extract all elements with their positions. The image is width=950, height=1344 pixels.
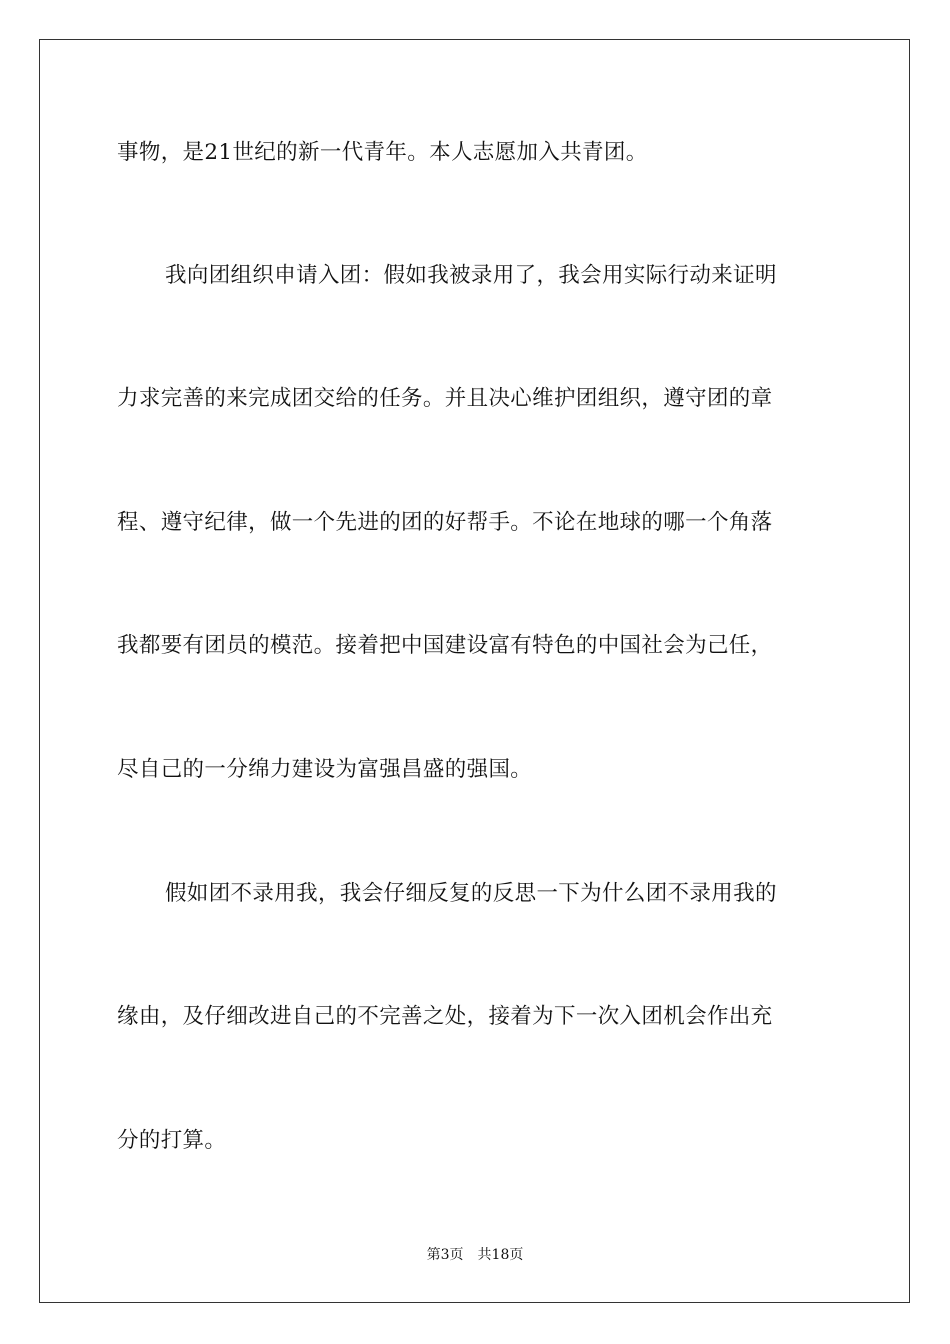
page-border — [39, 39, 910, 1303]
paragraph-line: 程、遵守纪律，做一个先进的团的好帮手。不论在地球的哪一个角落 — [117, 510, 773, 535]
paragraph-line: 缘由，及仔细改进自己的不完善之处，接着为下一次入团机会作出充 — [117, 1004, 773, 1029]
page-number: 第3页 — [426, 1247, 464, 1263]
paragraph-line: 事物，是21世纪的新一代青年。本人志愿加入共青团。 — [117, 140, 648, 165]
page-total: 共18页 — [477, 1247, 524, 1263]
paragraph-line: 我都要有团员的模范。接着把中国建设富有特色的中国社会为己任， — [117, 633, 773, 658]
page-footer — [0, 1246, 950, 1264]
paragraph-line: 分的打算。 — [117, 1128, 227, 1153]
paragraph-line: 我向团组织申请入团：假如我被录用了，我会用实际行动来证明 — [165, 263, 777, 288]
paragraph-line: 假如团不录用我，我会仔细反复的反思一下为什么团不录用我的 — [165, 881, 777, 906]
paragraph-line: 力求完善的来完成团交给的任务。并且决心维护团组织，遵守团的章 — [117, 386, 773, 411]
paragraph-line: 尽自己的一分绵力建设为富强昌盛的强国。 — [117, 757, 533, 782]
